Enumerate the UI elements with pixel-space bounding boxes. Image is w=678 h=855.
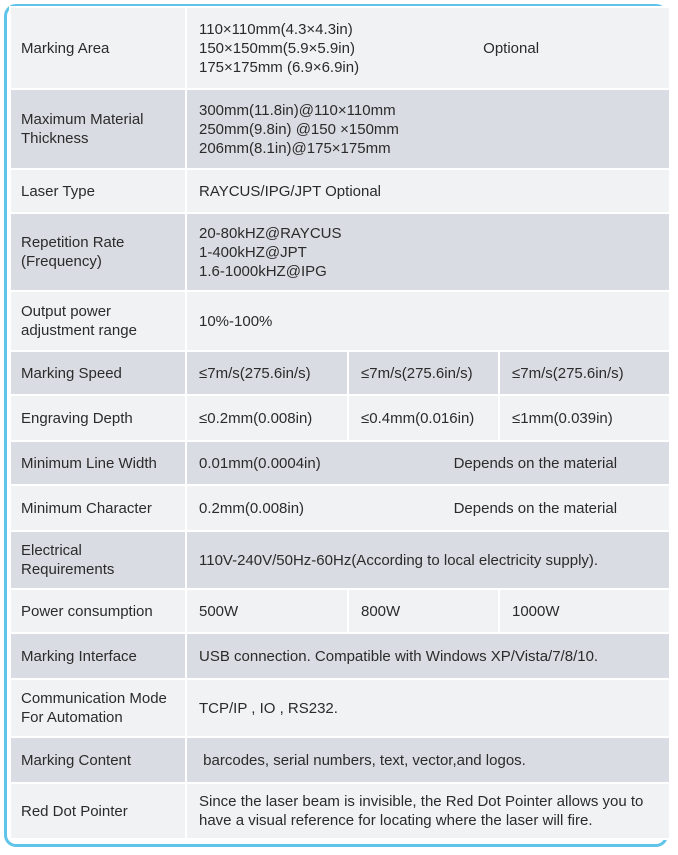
row-label: Minimum Character [10, 485, 186, 531]
row-value: USB connection. Compatible with Windows XP/Vista/7/8/10. [186, 633, 670, 679]
value-line: 1-400kHZ@JPT [199, 243, 307, 261]
value-text: 0.01mm(0.0004in) [199, 454, 321, 472]
row-label: Maximum Material Thickness [10, 89, 186, 169]
table-row-laser-type [10, 169, 670, 213]
row-label: Electrical Requirements [10, 531, 186, 589]
row-value: RAYCUS/IPG/JPT Optional [186, 169, 670, 213]
row-label: Marking Speed [10, 351, 186, 395]
row-value: TCP/IP , IO , RS232. [186, 679, 670, 737]
value-line: 206mm(8.1in)@175×175mm [199, 139, 391, 157]
row-value-col-3: ≤1mm(0.039in) [499, 395, 670, 441]
row-label: Laser Type [10, 169, 186, 213]
row-label: Power consumption [10, 589, 186, 633]
value-line: 110×110mm(4.3×4.3in) [199, 20, 353, 38]
value-line: 150×150mm(5.9×5.9in) [199, 39, 355, 57]
row-value-col-1: ≤0.2mm(0.008in) [186, 395, 348, 441]
table-row-marking-interface [10, 633, 670, 679]
value-line: 250mm(9.8in) @150 ×150mm [199, 120, 399, 138]
row-label: Marking Area [10, 7, 186, 89]
row-value [186, 7, 670, 89]
row-value: Since the laser beam is invisible, the Red Dot Pointer allows you to have a visual reference for locating where the laser will fire. [186, 783, 670, 839]
value-text: 0.2mm(0.008in) [199, 499, 305, 517]
value-line: 300mm(11.8in)@110×110mm [199, 101, 396, 119]
table-row-marking-area [10, 7, 670, 89]
table-row-marking-content [10, 737, 670, 783]
row-value-col-2: 800W [348, 589, 499, 633]
row-label: Marking Content [10, 737, 186, 783]
row-label: Red Dot Pointer [10, 783, 186, 839]
table-row-electrical [10, 531, 670, 589]
row-value-col-2: ≤0.4mm(0.016in) [348, 395, 499, 441]
table-row-min-line-width [10, 441, 670, 485]
row-label: Output power adjustment range [10, 291, 186, 351]
table-row-communication-mode [10, 679, 670, 737]
row-label: Engraving Depth [10, 395, 186, 441]
row-note: Depends on the material [453, 499, 618, 517]
row-value [186, 89, 670, 169]
table-row-marking-speed [10, 351, 670, 395]
row-label: Marking Interface [10, 633, 186, 679]
row-label-text: Communication Mode For Automation [21, 690, 167, 726]
row-label [10, 679, 186, 737]
row-value: 110V-240V/50Hz-60Hz(According to local electricity supply). [186, 531, 670, 589]
row-note: Optional [483, 39, 540, 57]
table-row-engraving-depth [10, 395, 670, 441]
table-row-repetition-rate [10, 213, 670, 291]
row-value [186, 441, 670, 485]
row-value-col-3: ≤7m/s(275.6in/s) [499, 351, 670, 395]
specifications-table [9, 6, 671, 840]
row-value: barcodes, serial numbers, text, vector,and logos. [186, 737, 670, 783]
table-row-red-dot-pointer [10, 783, 670, 839]
row-value-col-3: 1000W [499, 589, 670, 633]
row-label: Repetition Rate (Frequency) [10, 213, 186, 291]
row-value-col-1: ≤7m/s(275.6in/s) [186, 351, 348, 395]
table-row-output-power [10, 291, 670, 351]
row-value: 10%-100% [186, 291, 670, 351]
row-value [186, 213, 670, 291]
table-row-min-character [10, 485, 670, 531]
table-row-max-thickness [10, 89, 670, 169]
row-label: Minimum Line Width [10, 441, 186, 485]
row-value-col-2: ≤7m/s(275.6in/s) [348, 351, 499, 395]
row-value [186, 485, 670, 531]
row-note: Depends on the material [453, 454, 618, 472]
row-value-col-1: 500W [186, 589, 348, 633]
value-line: 1.6-1000kHZ@IPG [199, 262, 327, 280]
value-line: 175×175mm (6.9×6.9in) [199, 58, 360, 76]
table-row-power-consumption [10, 589, 670, 633]
value-line: 20-80kHZ@RAYCUS [199, 224, 342, 242]
